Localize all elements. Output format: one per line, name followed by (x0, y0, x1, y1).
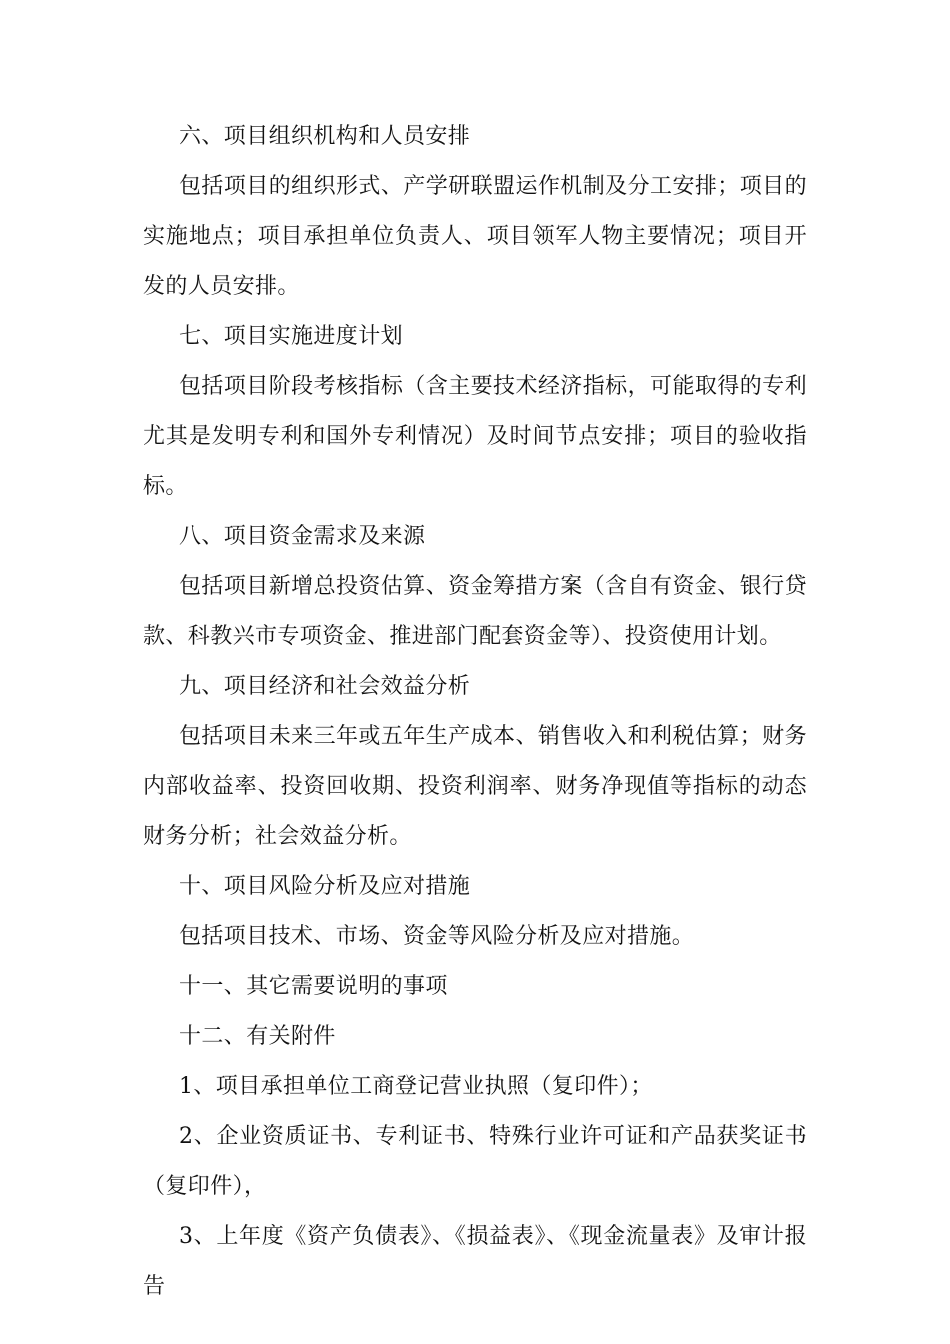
attachment-item-2: 2、企业资质证书、专利证书、特殊行业许可证和产品获奖证书（复印件）， (143, 1124, 807, 1199)
section-heading-8: 八、项目资金需求及来源 (179, 524, 426, 549)
section-heading-11: 十一、其它需要说明的事项 (179, 974, 448, 999)
attachment-item-1: 1、项目承担单位工商登记营业执照（复印件）； (179, 1074, 653, 1099)
section-heading-6: 六、项目组织机构和人员安排 (179, 124, 471, 149)
section-heading-12: 十二、有关附件 (179, 1024, 336, 1049)
section-heading-7: 七、项目实施进度计划 (179, 324, 404, 349)
section-heading-10: 十、项目风险分析及应对措施 (179, 874, 471, 899)
section-body-9: 包括项目未来三年或五年生产成本、销售收入和利税估算；财务内部收益率、投资回收期、投资利润率、财务净现值等指标的动态财务分析；社会效益分析。 (143, 724, 807, 849)
document-body (143, 112, 807, 1312)
attachment-item-3: 3、上年度《资产负债表》、《损益表》、《现金流量表》及审计报告 (143, 1224, 807, 1299)
section-body-6: 包括项目的组织形式、产学研联盟运作机制及分工安排；项目的实施地点；项目承担单位负责人、项目领军人物主要情况；项目开发的人员安排。 (143, 174, 807, 299)
section-body-8: 包括项目新增总投资估算、资金筹措方案（含自有资金、银行贷款、科教兴市专项资金、推进部门配套资金等）、投资使用计划。 (143, 574, 807, 649)
section-body-10: 包括项目技术、市场、资金等风险分析及应对措施。 (179, 924, 695, 949)
section-body-7: 包括项目阶段考核指标（含主要技术经济指标，可能取得的专利尤其是发明专利和国外专利情况）及时间节点安排；项目的验收指标。 (143, 374, 807, 499)
section-heading-9: 九、项目经济和社会效益分析 (179, 674, 471, 699)
